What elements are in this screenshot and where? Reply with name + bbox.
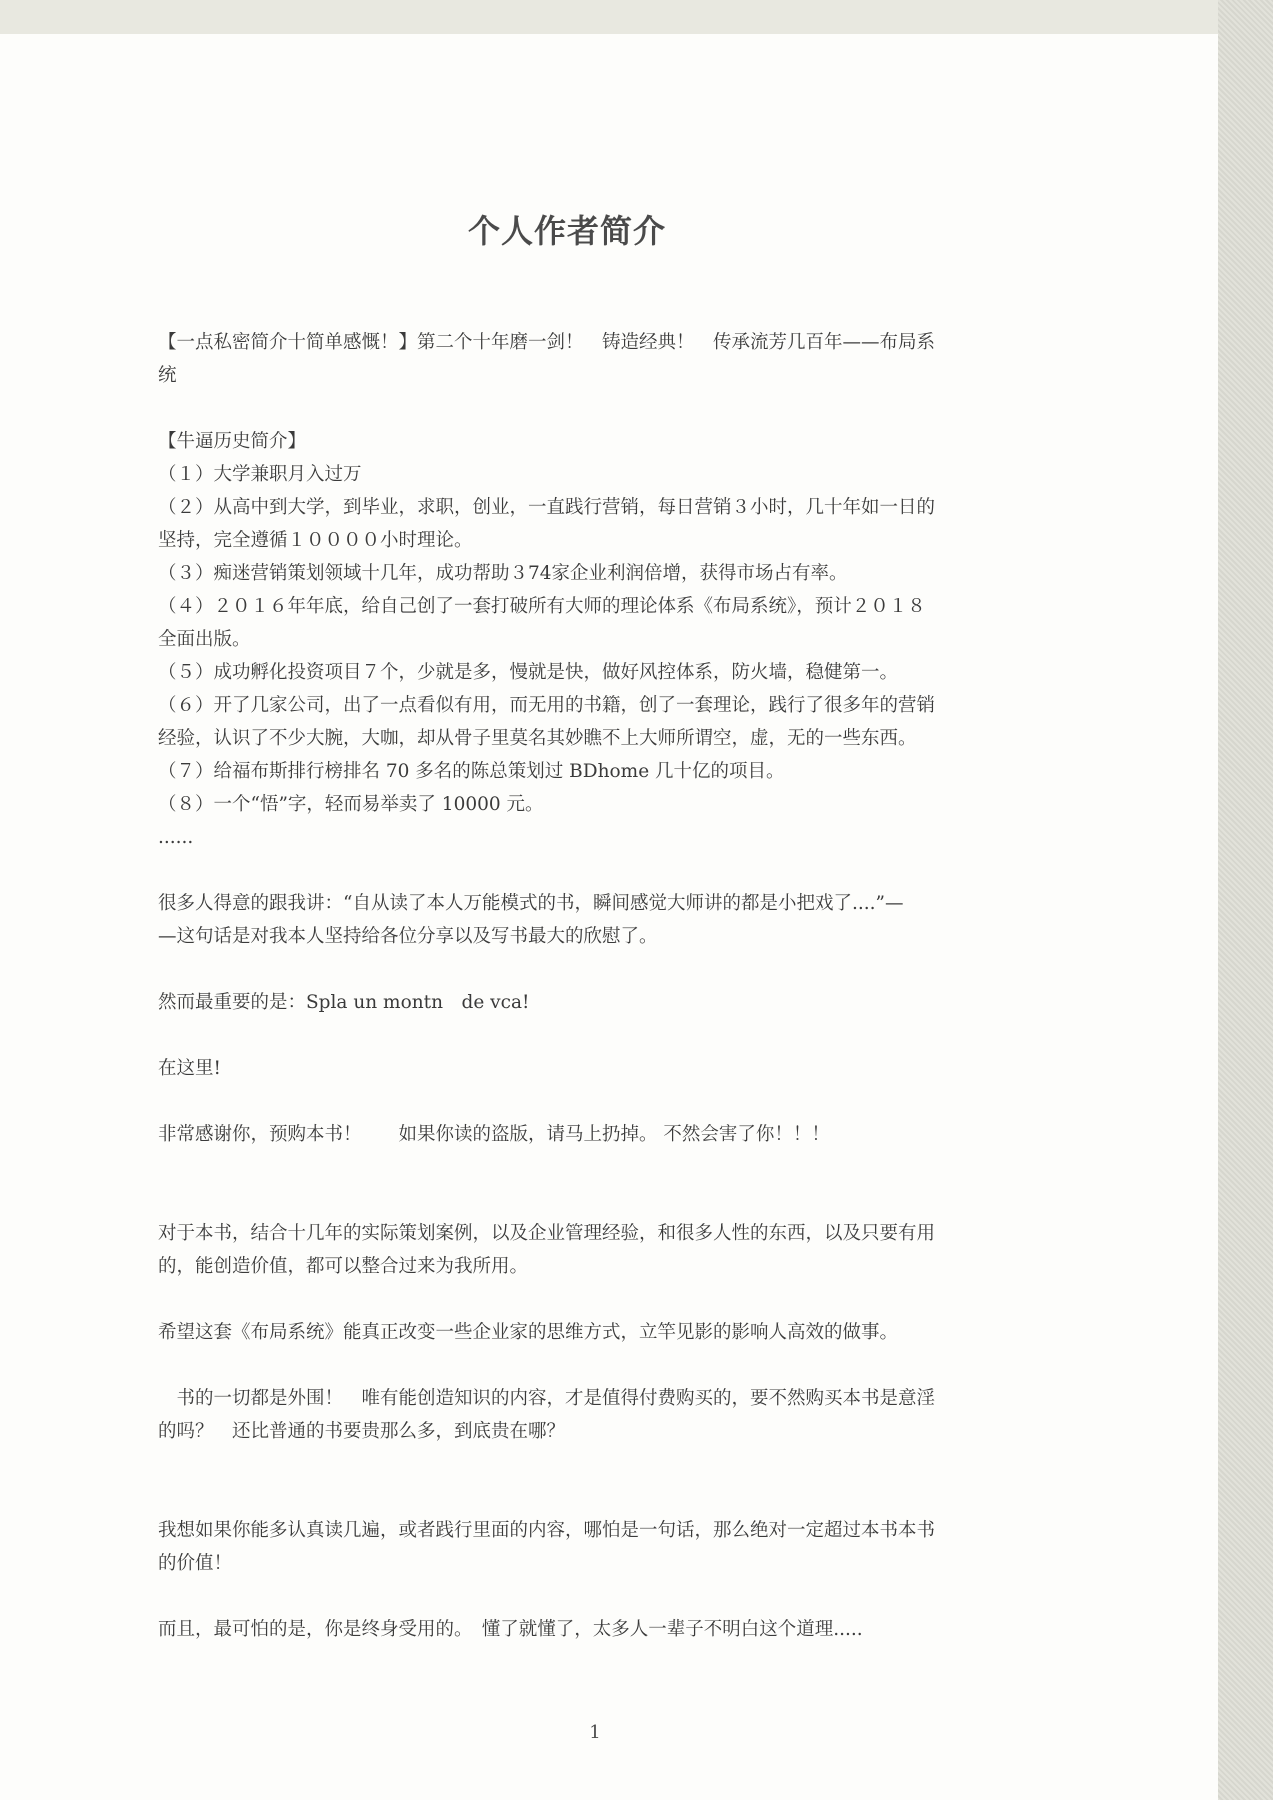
thanks-line: 非常感谢你，预购本书！ 如果你读的盗版，请马上扔掉。 不然会害了你！！！ xyxy=(158,1124,830,1145)
history-heading: 【牛逼历史简介】 xyxy=(158,431,307,452)
closing-line: 而且，最可怕的是，你是终身受用的。 懂了就懂了，太多人一辈子不明白这个道理..... xyxy=(158,1619,863,1640)
history-ellipsis: ...... xyxy=(158,827,194,848)
book-line: 的，能创造价值，都可以整合过来为我所用。 xyxy=(158,1256,529,1277)
scan-border-top xyxy=(0,0,1273,34)
scan-border-right xyxy=(1218,0,1273,1800)
history-item: 全面出版。 xyxy=(158,629,251,650)
history-item: （６）开了几家公司，出了一点看似有用，而无用的书籍，创了一套理论，践行了很多年的营销 xyxy=(158,695,936,716)
history-item: （１）大学兼职月入过万 xyxy=(158,464,362,485)
history-item: （７）给福布斯排行榜排名 70 多名的陈总策划过 BDhome 几十亿的项目。 xyxy=(158,761,785,782)
history-item: （５）成功孵化投资项目７个，少就是多，慢就是快，做好风控体系，防火墙，稳健第一。 xyxy=(158,662,899,683)
reading-line: 的价值！ xyxy=(158,1553,233,1574)
history-item: （８）一个“悟”字，轻而易举卖了 10000 元。 xyxy=(158,794,544,815)
history-item: 经验，认识了不少大腕，大咖，却从骨子里莫名其妙瞧不上大师所谓空，虚，无的一些东西。 xyxy=(158,728,917,749)
quote-line: —这句话是对我本人坚持给各位分享以及写书最大的欣慰了。 xyxy=(158,926,658,947)
intro-line: 【一点私密简介十简单感慨！】第二个十年磨一剑！ 铸造经典！ 传承流芳几百年——布局系 xyxy=(158,332,936,353)
document-page xyxy=(0,34,1218,1800)
history-item: （２）从高中到大学，到毕业，求职，创业，一直践行营销，每日营销３小时，几十年如一日的 xyxy=(158,497,936,518)
document-body xyxy=(158,326,1042,1646)
history-item: 坚持，完全遵循１００００小时理论。 xyxy=(158,530,473,551)
intro-line: 统 xyxy=(158,365,177,386)
here-line: 在这里! xyxy=(158,1058,221,1079)
page-number: 1 xyxy=(589,1722,601,1743)
quote-line: 很多人得意的跟我讲：“自从读了本人万能模式的书，瞬间感觉大师讲的都是小把戏了....”— xyxy=(158,893,904,914)
important-line: 然而最重要的是：Spla un montn de vca! xyxy=(158,992,530,1013)
hope-line: 希望这套《布局系统》能真正改变一些企业家的思维方式，立竿见影的影响人高效的做事。 xyxy=(158,1322,899,1343)
book-line: 对于本书，结合十几年的实际策划案例，以及企业管理经验，和很多人性的东西，以及只要有用 xyxy=(158,1223,936,1244)
external-line: 的吗？ 还比普通的书要贵那么多，到底贵在哪？ xyxy=(158,1421,566,1442)
page-title: 个人作者简介 xyxy=(467,212,666,250)
external-line: 书的一切都是外围！ 唯有能创造知识的内容，才是值得付费购买的，要不然购买本书是意淫 xyxy=(158,1388,936,1409)
history-item: （３）痴迷营销策划领域十几年，成功帮助３74家企业利润倍增，获得市场占有率。 xyxy=(158,563,848,584)
history-item: （４）２０１６年年底，给自己创了一套打破所有大师的理论体系《布局系统》，预计２０１８ xyxy=(158,596,926,617)
reading-line: 我想如果你能多认真读几遍，或者践行里面的内容，哪怕是一句话，那么绝对一定超过本书本书 xyxy=(158,1520,936,1541)
